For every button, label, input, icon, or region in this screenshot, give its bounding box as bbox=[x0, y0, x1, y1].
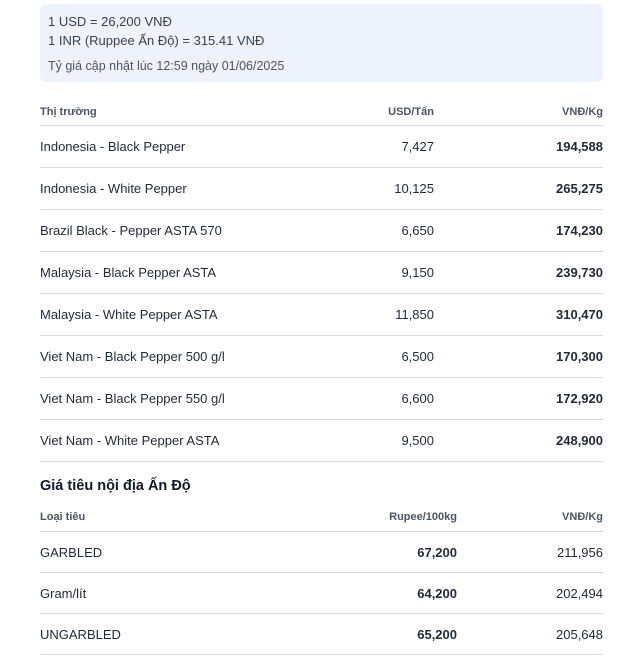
pepper-type: GARBLED bbox=[40, 544, 103, 560]
pepper-type: UNGARBLED bbox=[40, 626, 121, 642]
usd-rate: 1 USD = 26,200 VNĐ bbox=[48, 14, 172, 29]
table-row bbox=[40, 294, 603, 336]
market-name: Viet Nam - White Pepper ASTA bbox=[40, 433, 220, 448]
vnd-price: 202,494 bbox=[556, 585, 603, 601]
world-pepper-price-table bbox=[40, 98, 603, 462]
header-market: Thị trường bbox=[40, 105, 97, 118]
vnd-price: 170,300 bbox=[556, 349, 603, 364]
table-row bbox=[40, 378, 603, 420]
vnd-price: 194,588 bbox=[556, 139, 603, 154]
market-name: Viet Nam - Black Pepper 550 g/l bbox=[40, 391, 225, 406]
market-name: Indonesia - White Pepper bbox=[40, 181, 187, 196]
india-section-title: Giá tiêu nội địa Ấn Độ bbox=[40, 478, 191, 494]
market-name: Indonesia - Black Pepper bbox=[40, 139, 186, 154]
rupee-price: 64,200 bbox=[417, 585, 457, 601]
pepper-type: Gram/lít bbox=[40, 585, 87, 601]
table-header bbox=[40, 502, 603, 532]
table-header bbox=[40, 98, 603, 126]
market-name: Malaysia - Black Pepper ASTA bbox=[40, 265, 217, 280]
table-row bbox=[40, 532, 603, 573]
market-name: Malaysia - White Pepper ASTA bbox=[40, 307, 218, 322]
usd-price: 6,500 bbox=[401, 349, 434, 364]
vnd-price: 174,230 bbox=[556, 223, 603, 238]
table-row bbox=[40, 573, 603, 614]
vnd-price: 172,920 bbox=[556, 391, 603, 406]
table-row bbox=[40, 168, 603, 210]
rupee-price: 65,200 bbox=[417, 626, 457, 642]
rupee-price: 67,200 bbox=[417, 544, 457, 560]
table-row bbox=[40, 420, 603, 462]
usd-price: 6,650 bbox=[401, 223, 434, 238]
vnd-price: 211,956 bbox=[556, 544, 603, 560]
vnd-price: 248,900 bbox=[556, 433, 603, 448]
usd-price: 6,600 bbox=[401, 391, 434, 406]
usd-price: 9,150 bbox=[401, 265, 434, 280]
table-row bbox=[40, 336, 603, 378]
vnd-price: 310,470 bbox=[556, 307, 603, 322]
table-row bbox=[40, 252, 603, 294]
rate-updated-time: Tỷ giá cập nhật lúc 12:59 ngày 01/06/2025 bbox=[48, 59, 285, 73]
usd-price: 7,427 bbox=[401, 139, 434, 154]
usd-price: 9,500 bbox=[401, 433, 434, 448]
header-vnd-per-kg: VNĐ/Kg bbox=[562, 510, 603, 523]
market-name: Brazil Black - Pepper ASTA 570 bbox=[40, 223, 222, 238]
header-rupee-per-100kg: Rupee/100kg bbox=[389, 510, 457, 523]
vnd-price: 239,730 bbox=[556, 265, 603, 280]
inr-rate: 1 INR (Ruppee Ấn Độ) = 315.41 VNĐ bbox=[48, 33, 265, 48]
usd-price: 11,850 bbox=[395, 307, 434, 322]
table-row bbox=[40, 614, 603, 655]
exchange-rate-box bbox=[40, 4, 603, 82]
vnd-price: 205,648 bbox=[556, 626, 603, 642]
header-usd-per-ton: USD/Tấn bbox=[388, 105, 434, 118]
market-name: Viet Nam - Black Pepper 500 g/l bbox=[40, 349, 225, 364]
india-pepper-price-table bbox=[40, 502, 603, 655]
table-row bbox=[40, 210, 603, 252]
table-row bbox=[40, 126, 603, 168]
header-pepper-type: Loại tiêu bbox=[40, 510, 86, 523]
vnd-price: 265,275 bbox=[556, 181, 603, 196]
header-vnd-per-kg: VNĐ/Kg bbox=[562, 105, 603, 118]
usd-price: 10,125 bbox=[394, 181, 434, 196]
